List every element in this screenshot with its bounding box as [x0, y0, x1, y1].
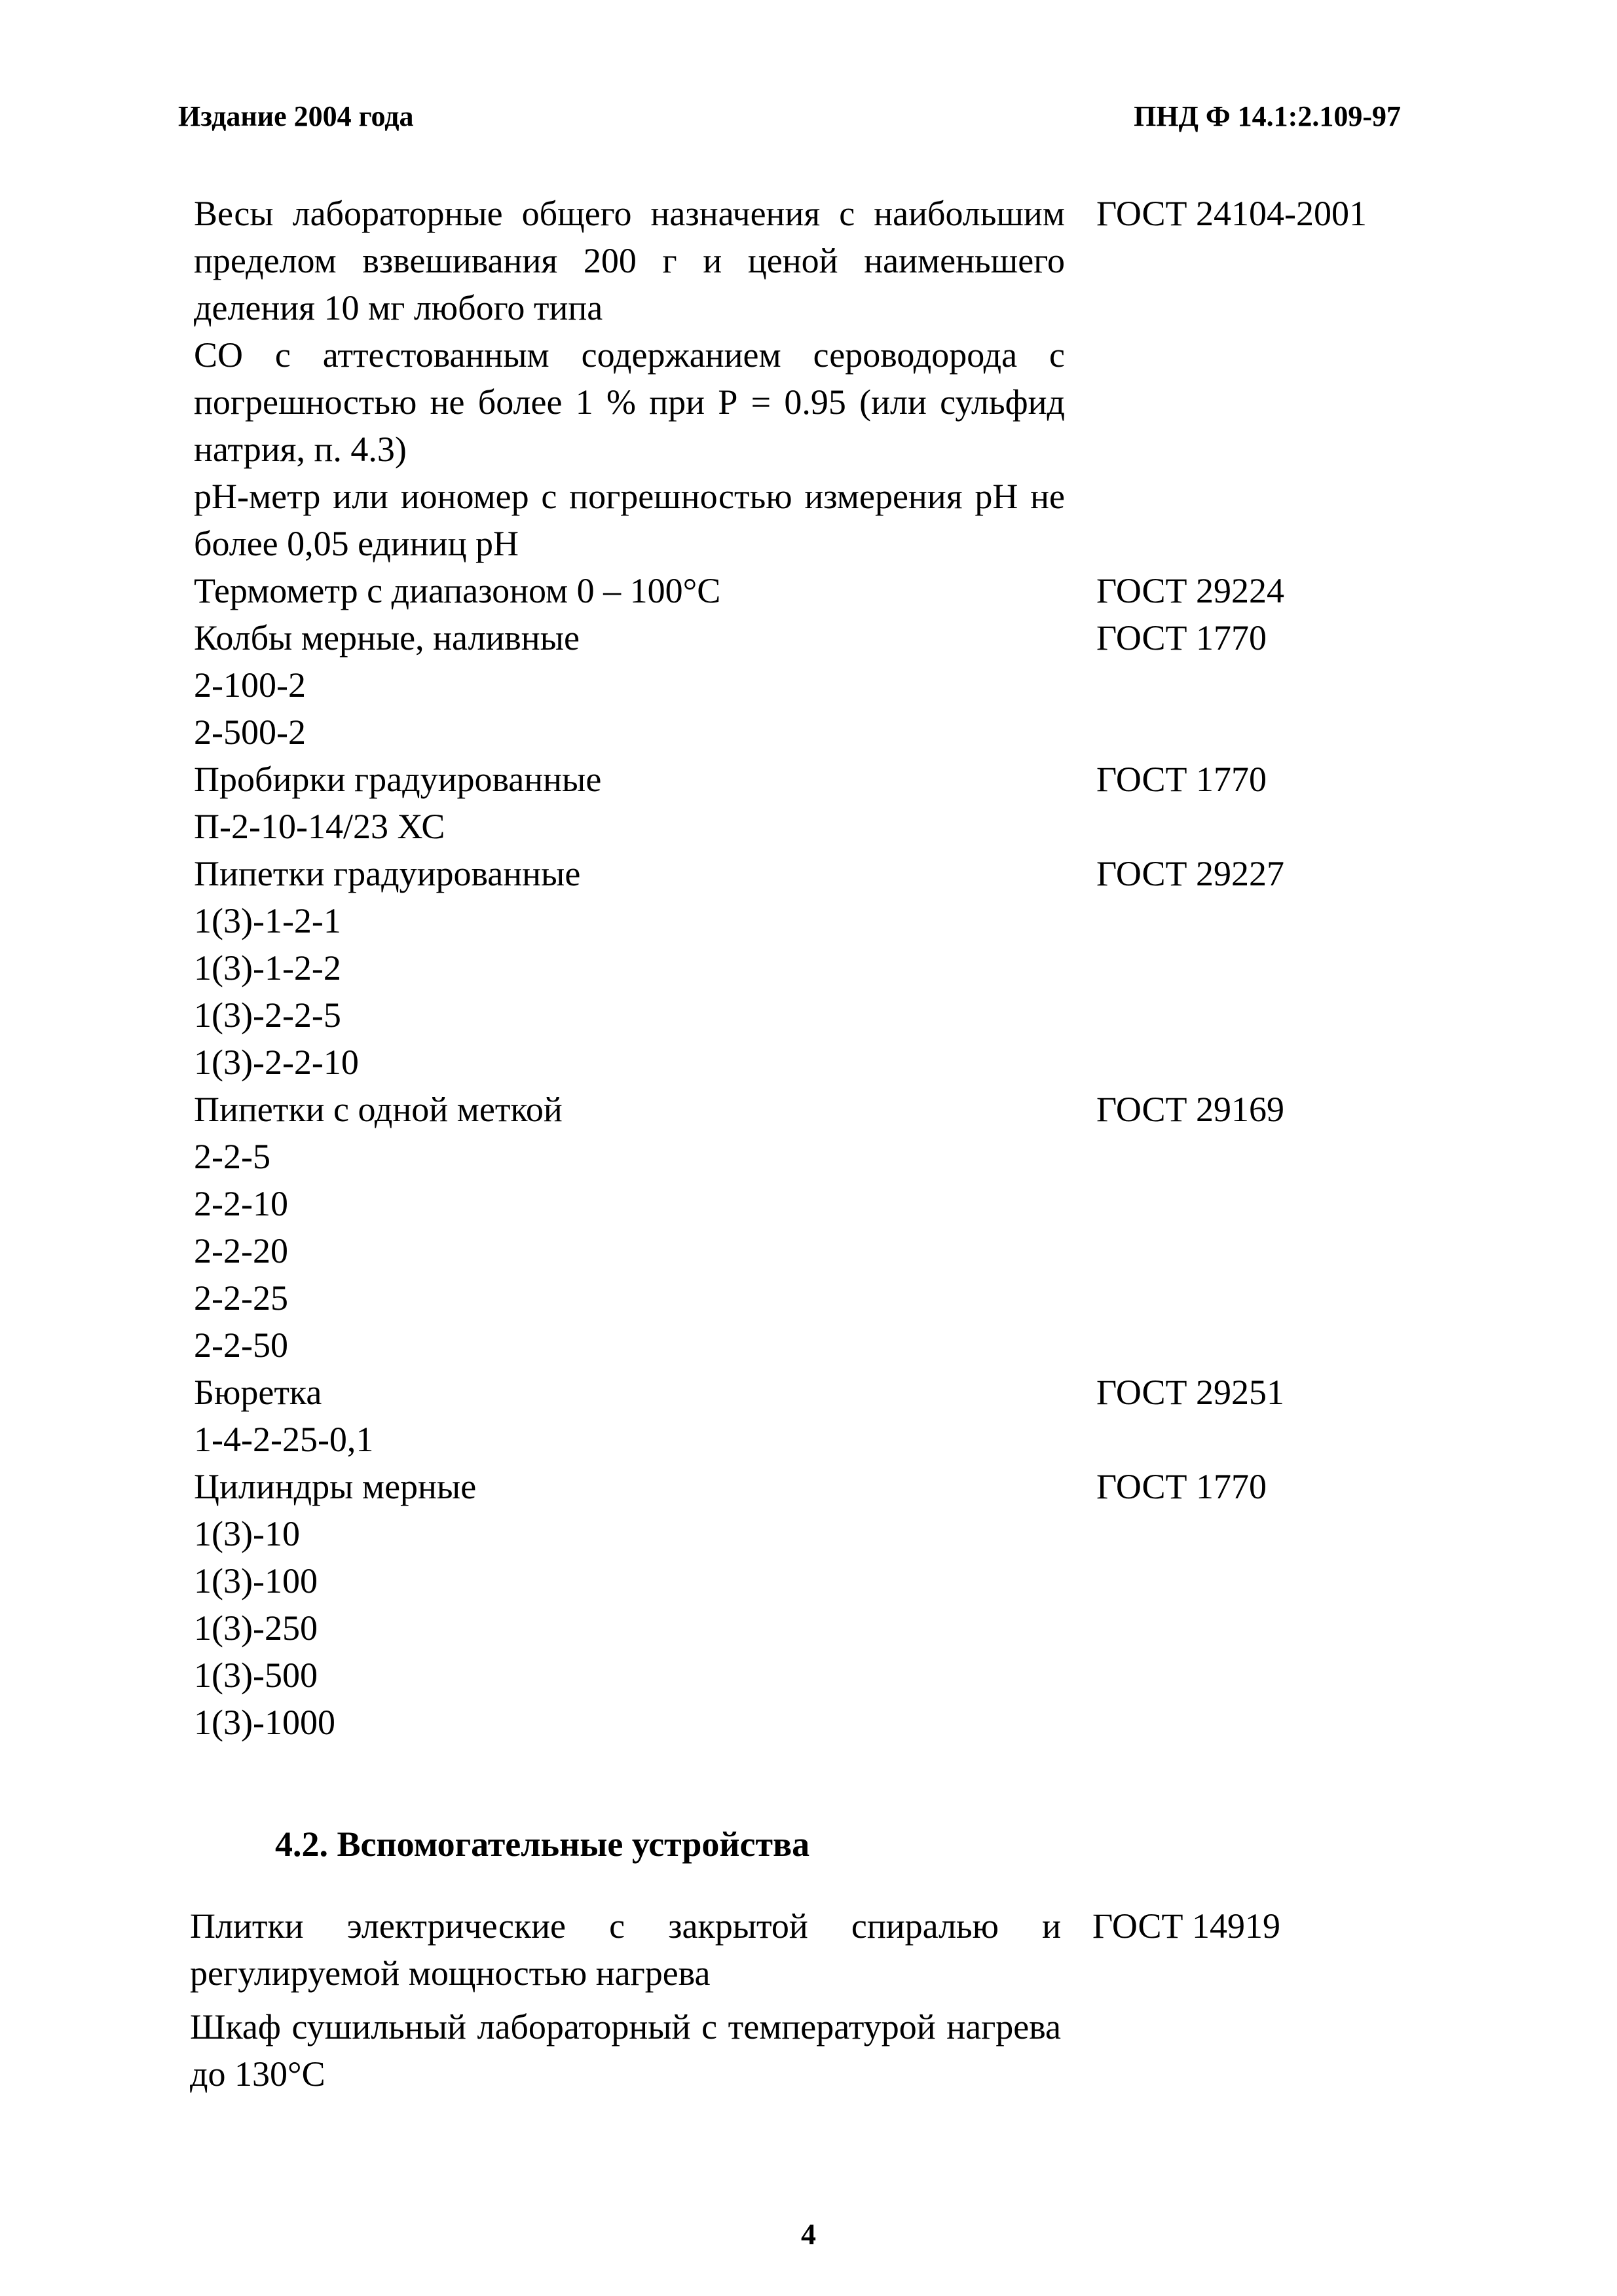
list-item	[194, 331, 1405, 473]
item-description: 1(3)-2-2-10	[194, 1043, 359, 1082]
item-description: 1(3)-1000	[194, 1703, 335, 1742]
item-standard: ГОСТ 1770	[1096, 618, 1267, 657]
item-description: 2-2-10	[194, 1184, 288, 1223]
list-item	[194, 1322, 1405, 1369]
item-description: Пипетки градуированные	[194, 854, 581, 893]
item-description: Цилиндры мерные	[194, 1467, 477, 1506]
item-description: П-2-10-14/23 ХС	[194, 807, 445, 846]
list-item	[194, 756, 1405, 803]
item-description: 1-4-2-25-0,1	[194, 1420, 374, 1459]
list-item	[194, 803, 1405, 850]
list-item	[194, 1133, 1405, 1180]
page-number: 4	[801, 2217, 816, 2251]
item-description: Колбы мерные, наливные	[194, 618, 580, 657]
item-description: 2-2-20	[194, 1231, 288, 1270]
item-standard: ГОСТ 29224	[1096, 571, 1285, 610]
list-item	[194, 661, 1405, 709]
item-description: 2-2-25	[194, 1278, 288, 1318]
list-item	[194, 709, 1405, 756]
item-description: 2-2-5	[194, 1137, 270, 1176]
list-item	[194, 1510, 1405, 1557]
item-description: 1(3)-1-2-1	[194, 901, 341, 940]
list-item	[194, 850, 1405, 897]
item-standard: ГОСТ 14919	[1092, 1906, 1281, 1946]
auxiliary-devices-list	[190, 1902, 1402, 2104]
list-item	[194, 991, 1405, 1039]
item-description: СО с аттестованным содержанием сероводорода с погрешностью не более 1 % при Р = 0.95 (или сульфид натрия, п. 4.3)	[194, 335, 1065, 469]
list-item	[190, 2003, 1402, 2098]
item-description: 1(3)-250	[194, 1608, 318, 1648]
item-standard: ГОСТ 29169	[1096, 1090, 1285, 1129]
item-description: Весы лабораторные общего назначения с наибольшим пределом взвешивания 200 г и ценой наименьшего деления 10 мг любого типа	[194, 194, 1065, 327]
document-code: ПНД Ф 14.1:2.109-97	[1134, 100, 1401, 132]
item-description: рН-метр или иономер с погрешностью измерения рН не более 0,05 единиц рН	[194, 477, 1065, 563]
item-standard: ГОСТ 1770	[1096, 1467, 1267, 1506]
list-item	[194, 190, 1405, 331]
list-item	[194, 1180, 1405, 1227]
list-item	[194, 1416, 1405, 1463]
list-item	[194, 1463, 1405, 1510]
list-item	[194, 1604, 1405, 1652]
list-item	[194, 1039, 1405, 1086]
list-item	[190, 1902, 1402, 1997]
item-description: Бюретка	[194, 1373, 322, 1412]
item-description: 1(3)-1-2-2	[194, 948, 341, 988]
list-item	[194, 614, 1405, 661]
item-standard: ГОСТ 24104-2001	[1096, 194, 1367, 233]
list-item	[194, 1227, 1405, 1274]
item-standard: ГОСТ 29227	[1096, 854, 1285, 893]
item-standard: ГОСТ 1770	[1096, 760, 1267, 799]
item-standard: ГОСТ 29251	[1096, 1373, 1285, 1412]
list-item	[194, 1557, 1405, 1604]
list-item	[194, 567, 1405, 614]
item-description: Плитки электрические с закрытой спиралью и регулируемой мощностью нагрева	[190, 1906, 1061, 1993]
list-item	[194, 1086, 1405, 1133]
item-description: Шкаф сушильный лабораторный с температурой нагрева до 130°С	[190, 2007, 1061, 2094]
item-description: Пробирки градуированные	[194, 760, 602, 799]
page-header	[178, 97, 1401, 143]
item-description: 2-2-50	[194, 1325, 288, 1365]
item-description: 1(3)-500	[194, 1656, 318, 1695]
item-description: 1(3)-10	[194, 1514, 300, 1553]
item-description: 1(3)-100	[194, 1561, 318, 1601]
list-item	[194, 1652, 1405, 1699]
list-item	[194, 1699, 1405, 1746]
list-item	[194, 1274, 1405, 1322]
list-item	[194, 944, 1405, 991]
item-description: 1(3)-2-2-5	[194, 995, 341, 1035]
section-heading: 4.2. Вспомогательные устройства	[275, 1824, 810, 1864]
equipment-list	[194, 190, 1405, 1746]
list-item	[194, 473, 1405, 567]
edition-label: Издание 2004 года	[178, 100, 414, 132]
item-description: 2-500-2	[194, 713, 306, 752]
item-description: Пипетки с одной меткой	[194, 1090, 563, 1129]
item-description: Термометр с диапазоном 0 – 100°С	[194, 571, 721, 610]
list-item	[194, 1369, 1405, 1416]
list-item	[194, 897, 1405, 944]
item-description: 2-100-2	[194, 665, 306, 705]
